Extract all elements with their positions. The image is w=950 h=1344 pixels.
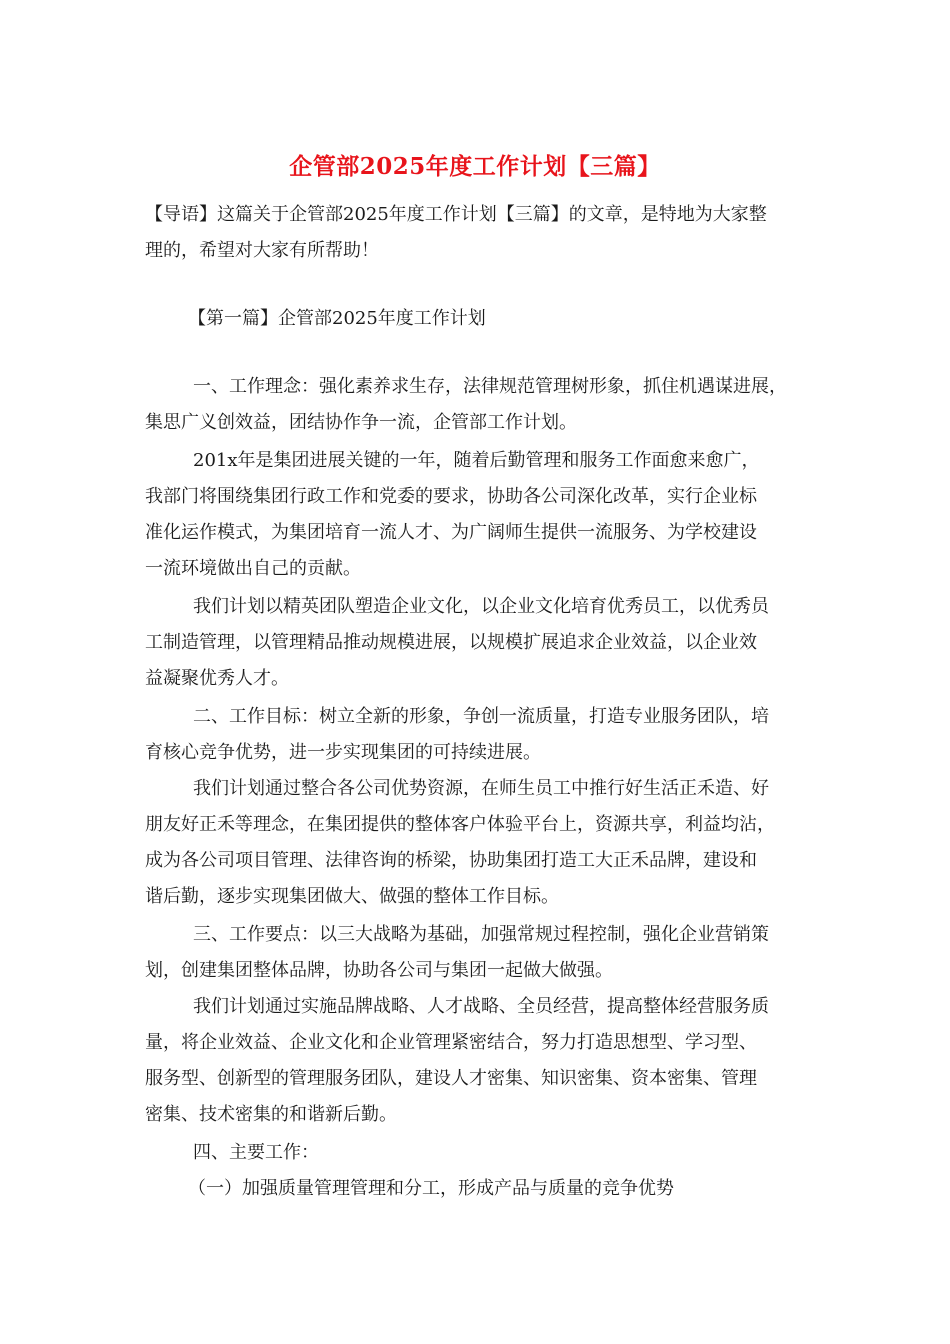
paragraph-line: 育核心竞争优势，进一步实现集团的可持续进展。	[145, 742, 541, 763]
paragraph-line: 益凝聚优秀人才。	[145, 668, 289, 689]
paragraph-line: 成为各公司项目管理、法律咨询的桥梁，协助集团打造工大正禾品牌，建设和	[145, 850, 757, 871]
paragraph-line: 我们计划以精英团队塑造企业文化，以企业文化培育优秀员工，以优秀员	[193, 596, 769, 617]
intro-line-1: 【导语】这篇关于企管部2025年度工作计划【三篇】的文章，是特地为大家整	[145, 204, 767, 225]
subsection-heading: （一）加强质量管理管理和分工，形成产品与质量的竞争优势	[188, 1178, 674, 1199]
paragraph-line: 谐后勤，逐步实现集团做大、做强的整体工作目标。	[145, 886, 559, 907]
subsection-heading: 四、主要工作：	[193, 1142, 319, 1163]
paragraph-line: 一、工作理念：强化素养求生存，法律规范管理树形象，抓住机遇谋进展，	[193, 376, 787, 397]
paragraph-line: 准化运作模式，为集团培育一流人才、为广阔师生提供一流服务、为学校建设	[145, 522, 757, 543]
document-title: 企管部2025年度工作计划【三篇】	[289, 153, 661, 180]
paragraph-line: 我们计划通过整合各公司优势资源，在师生员工中推行好生活正禾造、好	[193, 778, 769, 799]
paragraph-line: 密集、技术密集的和谐新后勤。	[145, 1104, 397, 1125]
paragraph-line: 201x年是集团进展关键的一年，随着后勤管理和服务工作面愈来愈广，	[193, 450, 760, 471]
paragraph-line: 集思广义创效益，团结协作争一流，企管部工作计划。	[145, 412, 577, 433]
paragraph-line: 我部门将围绕集团行政工作和党委的要求，协助各公司深化改革，实行企业标	[145, 486, 757, 507]
paragraph-line: 三、工作要点：以三大战略为基础，加强常规过程控制，强化企业营销策	[193, 924, 769, 945]
paragraph-line: 划，创建集团整体品牌，协助各公司与集团一起做大做强。	[145, 960, 613, 981]
paragraph-line: 工制造管理，以管理精品推动规模进展，以规模扩展追求企业效益，以企业效	[145, 632, 757, 653]
intro-line-2: 理的，希望对大家有所帮助！	[145, 240, 379, 261]
paragraph-line: 服务型、创新型的管理服务团队，建设人才密集、知识密集、资本密集、管理	[145, 1068, 757, 1089]
paragraph-line: 一流环境做出自己的贡献。	[145, 558, 361, 579]
paragraph-line: 我们计划通过实施品牌战略、人才战略、全员经营，提高整体经营服务质	[193, 996, 769, 1017]
paragraph-line: 朋友好正禾等理念，在集团提供的整体客户体验平台上，资源共享，利益均沾，	[145, 814, 775, 835]
paragraph-line: 二、工作目标：树立全新的形象，争创一流质量，打造专业服务团队，培	[193, 706, 769, 727]
paragraph-line: 量，将企业效益、企业文化和企业管理紧密结合，努力打造思想型、学习型、	[145, 1032, 757, 1053]
section-heading: 【第一篇】企管部2025年度工作计划	[188, 308, 486, 329]
